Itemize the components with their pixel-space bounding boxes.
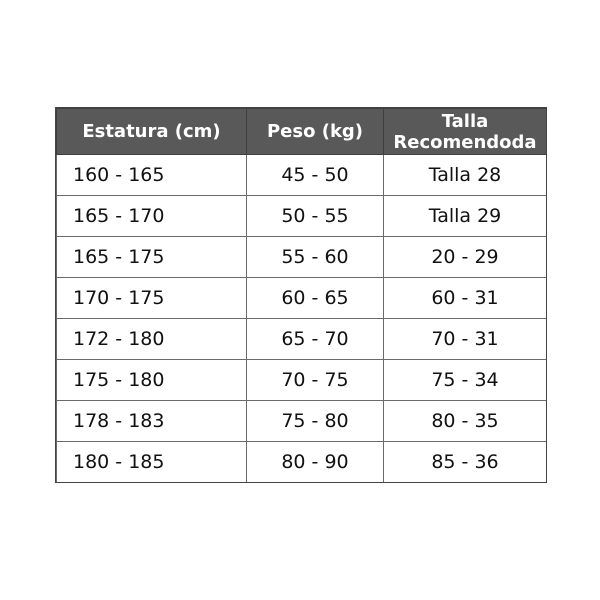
cell-size: Talla 29 [384,196,547,237]
cell-weight: 65 - 70 [247,319,384,360]
cell-weight: 60 - 65 [247,278,384,319]
cell-height: 175 - 180 [57,360,247,401]
table-row [57,442,547,483]
size-chart-table [56,108,547,483]
cell-size: Talla 28 [384,155,547,196]
header-row [57,109,547,155]
table-body [57,155,547,483]
table-header [57,109,547,155]
cell-weight: 45 - 50 [247,155,384,196]
cell-height: 160 - 165 [57,155,247,196]
cell-height: 178 - 183 [57,401,247,442]
cell-size: 75 - 34 [384,360,547,401]
table-row [57,196,547,237]
cell-weight: 75 - 80 [247,401,384,442]
cell-height: 180 - 185 [57,442,247,483]
table-row [57,237,547,278]
table-row [57,278,547,319]
cell-weight: 70 - 75 [247,360,384,401]
table-row [57,360,547,401]
header-height: Estatura (cm) [57,109,247,155]
cell-height: 170 - 175 [57,278,247,319]
header-size [384,109,547,155]
header-size-line1: Talla [441,110,489,132]
header-weight: Peso (kg) [247,109,384,155]
table-row [57,155,547,196]
cell-size: 60 - 31 [384,278,547,319]
cell-weight: 50 - 55 [247,196,384,237]
cell-weight: 55 - 60 [247,237,384,278]
cell-height: 165 - 175 [57,237,247,278]
cell-height: 172 - 180 [57,319,247,360]
table-row [57,319,547,360]
cell-size: 85 - 36 [384,442,547,483]
cell-size: 20 - 29 [384,237,547,278]
cell-height: 165 - 170 [57,196,247,237]
cell-size: 70 - 31 [384,319,547,360]
header-size-line2: Recomendoda [393,131,537,153]
table-row [57,401,547,442]
cell-size: 80 - 35 [384,401,547,442]
cell-weight: 80 - 90 [247,442,384,483]
